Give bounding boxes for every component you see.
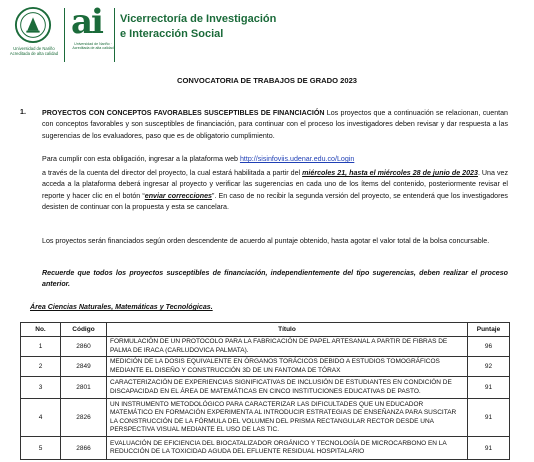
paragraph-platform — [42, 154, 508, 165]
column-header-score: Puntaje — [468, 323, 510, 337]
area-heading: Área Ciencias Naturales, Matemáticas y Tecnológicas. — [30, 303, 213, 311]
table-row — [21, 399, 510, 437]
row-number: 4 — [21, 399, 61, 437]
column-header-no: No. — [21, 323, 61, 337]
row-score: 91 — [468, 377, 510, 399]
paragraph-instructions — [42, 168, 508, 213]
paragraph-intro — [42, 108, 508, 142]
row-code: 2849 — [61, 357, 107, 377]
ai-logo-subtitle: Universidad de Nariño · Acreditada de alta calidad — [72, 42, 114, 51]
row-number: 5 — [21, 437, 61, 460]
row-code: 2801 — [61, 377, 107, 399]
column-header-title: Título — [107, 323, 468, 337]
table-row — [21, 377, 510, 399]
paragraph-text: a través de la cuenta del director del proyecto, la cual estará habilitada a partir del — [42, 169, 303, 177]
row-score: 91 — [468, 399, 510, 437]
table-row — [21, 437, 510, 460]
paragraph-text: ”. En caso de no recibir la segunda versión del proyecto, se entenderá que los investigadores desisten de continuar con la propuesta y esta se cancelara. — [42, 191, 508, 211]
row-number: 1 — [21, 337, 61, 357]
row-title: CARACTERIZACIÓN DE EXPERIENCIAS SIGNIFICATIVAS DE INCLUSIÓN DE ESTUDIANTES EN CONDICIÓN DE DISCAPACIDAD EN EL ÁREA DE MATEMÁTICAS EN CINCO INSTITUCIONES EDUCATIVAS DE PASTO. — [107, 377, 468, 399]
paragraph-text: . Una vez acceda a la plataforma deberá ingresar al proyecto y verificar las sugerencias en cada uno de los ítems del contenido, posteriormente revisar el reporte y hacer clic en el botón “ — [42, 169, 508, 200]
paragraph-funding: Los proyectos serán financiados según orden descendente de acuerdo al puntaje obtenido, hasta agotar el valor total de la bolsa concursable. — [42, 237, 490, 245]
document-header — [0, 0, 534, 72]
row-score: 96 — [468, 337, 510, 357]
university-seal-icon — [14, 6, 52, 44]
row-title: UN INSTRUMENTO METODOLÓGICO PARA CARACTERIZAR LAS DIFICULTADES QUE UN EDUCADOR MATEMÁTICO EN FORMACIÓN EXPERIMENTA AL INTRODUCIR ESTRATEGIAS DE ENSEÑANZA PARA SUSCITAR LA CONSTRUCCIÓN DE LA FÓRMULA DEL VOLUMEN DEL PRISMA RECTANGULAR RECTOR DESDE UNA PERSPECTIVA VISUAL MEDIANTE EL USO DE LAS TIC. — [107, 399, 468, 437]
row-code: 2826 — [61, 399, 107, 437]
paragraph-reminder: Recuerde que todos los proyectos susceptibles de financiación, independientemente del tipo sugerencias, deben realizar el proceso anterior. — [42, 269, 508, 289]
date-range: miércoles 21, hasta el miércoles 28 de junio de 2023 — [302, 169, 478, 177]
table-row — [21, 357, 510, 377]
row-title: EVALUACIÓN DE EFICIENCIA DEL BIOCATALIZADOR ORGÁNICO Y TECNOLOGÍA DE MICROCARBONO EN LA REDUCCIÓN DE LA TOXICIDAD AGUDA DEL EFLUENTE RESIDUAL HOSPITALARIO — [107, 437, 468, 460]
row-score: 92 — [468, 357, 510, 377]
row-number: 3 — [21, 377, 61, 399]
row-score: 91 — [468, 437, 510, 460]
vicerrectoria-name: Vicerrectoría de Investigación e Interacción Social — [120, 13, 277, 40]
projects-table — [20, 322, 510, 460]
section-number: 1. — [20, 108, 26, 116]
row-code: 2860 — [61, 337, 107, 357]
document-title: CONVOCATORIA DE TRABAJOS DE GRADO 2023 — [176, 76, 358, 85]
row-title: MEDICIÓN DE LA DOSIS EQUIVALENTE EN ÓRGANOS TORÁCICOS DEBIDO A ESTUDIOS TOMOGRÁFICOS MEDIANTE EL DISEÑO Y CONSTRUCCIÓN 3D DE UN FANTOMA DE TÓRAX — [107, 357, 468, 377]
platform-link[interactable]: http://sisinfoviis.udenar.edu.co/Login — [239, 155, 355, 163]
table-header-row — [21, 323, 510, 337]
university-name: Universidad de Nariño Acreditada de alta calidad — [9, 46, 59, 56]
paragraph-text: Para cumplir con esta obligación, ingresar a la plataforma web — [42, 155, 240, 163]
row-number: 2 — [21, 357, 61, 377]
header-divider — [114, 8, 115, 62]
section-heading: PROYECTOS CON CONCEPTOS FAVORABLES SUSCEPTIBLES DE FINANCIACIÓN — [42, 109, 325, 117]
table-row — [21, 337, 510, 357]
row-title: FORMULACIÓN DE UN PROTOCOLO PARA LA FABRICACIÓN DE PAPEL ARTESANAL A PARTIR DE FIBRAS DE PALMA DE IRACA (CARLUDOVICA PALMATA). — [107, 337, 468, 357]
column-header-code: Código — [61, 323, 107, 337]
button-name: enviar correcciones — [144, 191, 212, 200]
row-code: 2866 — [61, 437, 107, 460]
ai-logo: ai — [71, 2, 102, 42]
paragraph-text: Los proyectos que a continuación se relacionan, cuentan con conceptos favorables y son susceptibles de financiación, para continuar con el proceso los investigadores deben revisar y dar respuesta a las sugerencias de los evaluadores, paso que es de obligatorio cumplimiento. — [42, 109, 508, 140]
header-divider — [64, 8, 65, 62]
